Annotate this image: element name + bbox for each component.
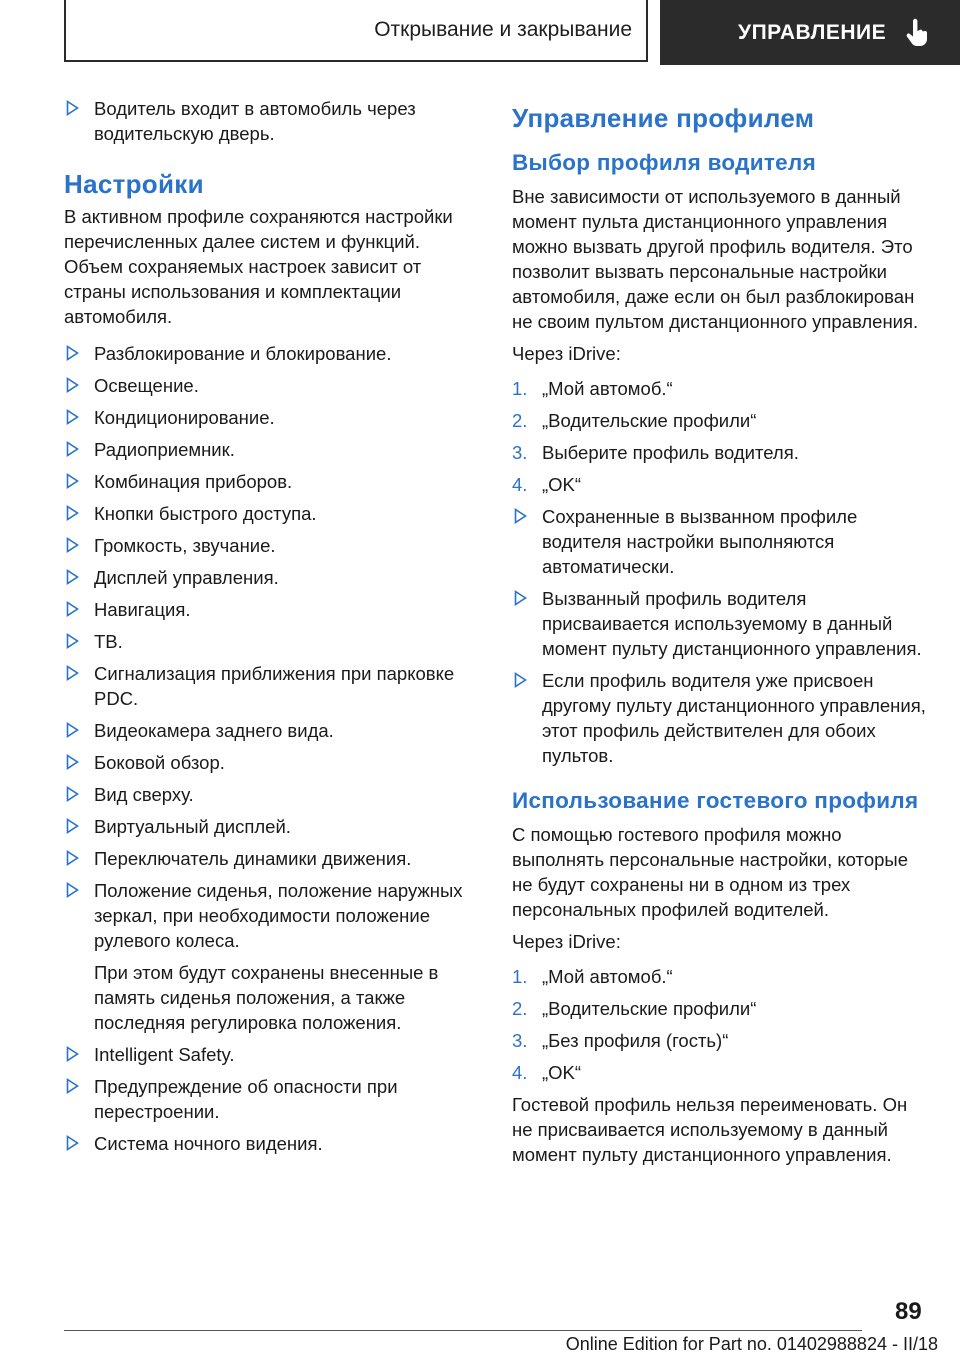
list-item [64, 437, 484, 462]
list-item-text: Intelligent Safety. [94, 1044, 235, 1065]
list-item-text: Комбинация приборов. [94, 471, 293, 492]
list-item-text: Предупреждение об опасности при перестроении. [94, 1076, 398, 1122]
list-item [64, 405, 484, 430]
step-item [512, 1060, 930, 1085]
step-number: 2. [512, 998, 528, 1019]
list-item [64, 846, 484, 871]
triangle-bullet-icon [66, 1078, 79, 1094]
steps-list [512, 376, 930, 497]
triangle-bullet-icon [66, 722, 79, 738]
driver-profile-heading: Выбор профиля водителя [512, 150, 817, 175]
list-item-text: Радиоприемник. [94, 439, 235, 460]
list-item [64, 878, 484, 953]
step-item [512, 472, 930, 497]
list-item-text: Переключатель динамики движения. [94, 848, 412, 869]
triangle-bullet-icon [66, 818, 79, 834]
list-item [64, 373, 484, 398]
footer-divider [64, 1330, 862, 1331]
list-item-text: ТВ. [94, 631, 123, 652]
settings-list-2 [64, 1042, 484, 1156]
page-number: 89 [895, 1298, 922, 1325]
list-item-text: Разблокирование и блокирование. [94, 343, 392, 364]
list-item-text: Положение сиденья, положение наружных зеркал, при необходимости положение рулевого колеса. [94, 880, 463, 951]
list-item-text: Водитель входит в автомобиль через водительскую дверь. [94, 98, 416, 144]
triangle-bullet-icon [514, 590, 527, 606]
triangle-bullet-icon [66, 601, 79, 617]
left-column [64, 96, 484, 1163]
list-item [64, 814, 484, 839]
triangle-bullet-icon [66, 377, 79, 393]
triangle-bullet-icon [66, 1135, 79, 1151]
step-text: „OK“ [542, 474, 582, 495]
triangle-bullet-icon [66, 409, 79, 425]
triangle-bullet-icon [514, 672, 527, 688]
list-item [64, 750, 484, 775]
list-item-text: Сохраненные в вызванном профиле водителя настройки выполняются автоматически. [542, 506, 858, 577]
list-item-text: Дисплей управления. [94, 567, 279, 588]
list-item-text: Кондиционирование. [94, 407, 275, 428]
list-item [64, 629, 484, 654]
triangle-bullet-icon [66, 754, 79, 770]
step-text: „Водительские профили“ [542, 410, 757, 431]
list-item [64, 718, 484, 743]
list-item-text: Освещение. [94, 375, 199, 396]
header-section-title: Открывание и закрывание [374, 18, 632, 41]
triangle-bullet-icon [66, 537, 79, 553]
triangle-bullet-icon [66, 786, 79, 802]
guest-profile-heading: Использование гостевого профиля [512, 788, 919, 813]
triangle-bullet-icon [66, 882, 79, 898]
list-item-text: Навигация. [94, 599, 191, 620]
step-item [512, 408, 930, 433]
guest-steps-list [512, 964, 930, 1085]
step-number: 1. [512, 378, 528, 399]
step-number: 4. [512, 1062, 528, 1083]
step-item [512, 996, 930, 1021]
list-item [64, 501, 484, 526]
list-item-text: Вид сверху. [94, 784, 194, 805]
profile-management-title: Управление профилем [512, 103, 815, 133]
header-chapter-title: УПРАВЛЕНИЕ [738, 20, 887, 44]
step-number: 4. [512, 474, 528, 495]
via-idrive-label-2: Через iDrive: [512, 931, 621, 952]
step-text: Выберите профиль водителя. [542, 442, 799, 463]
header-chapter-tab [660, 0, 960, 65]
step-text: „OK“ [542, 1062, 582, 1083]
settings-list [64, 341, 484, 953]
header-section-box [64, 0, 648, 62]
list-item [512, 668, 930, 768]
list-item [64, 1131, 484, 1156]
triangle-bullet-icon [66, 505, 79, 521]
step-text: „Мой автомоб.“ [542, 966, 673, 987]
list-item [64, 533, 484, 558]
settings-heading: Настройки [64, 169, 204, 199]
triangle-bullet-icon [66, 441, 79, 457]
touch-hand-icon [904, 18, 930, 48]
list-item [64, 565, 484, 590]
list-item [64, 341, 484, 366]
step-item [512, 964, 930, 989]
step-number: 3. [512, 1030, 528, 1051]
list-item [64, 597, 484, 622]
seat-note: При этом будут сохранены внесенные в память сиденья положения, а также последняя регулировка положения. [94, 962, 439, 1033]
step-number: 1. [512, 966, 528, 987]
list-item [64, 782, 484, 807]
list-item [64, 469, 484, 494]
via-idrive-label: Через iDrive: [512, 343, 621, 364]
triangle-bullet-icon [514, 508, 527, 524]
triangle-bullet-icon [66, 1046, 79, 1062]
step-text: „Без профиля (гость)“ [542, 1030, 729, 1051]
triangle-bullet-icon [66, 569, 79, 585]
triangle-bullet-icon [66, 100, 79, 116]
footer-edition: Online Edition for Part no. 01402988824 - II/18 [565, 1334, 938, 1354]
guest-profile-paragraph: С помощью гостевого профиля можно выполнять персональные настройки, которые не будут сохранены ни в одном из трех персональных профилей водителей. [512, 824, 908, 920]
right-column [512, 96, 930, 1174]
list-item-text: Громкость, звучание. [94, 535, 276, 556]
step-number: 2. [512, 410, 528, 431]
list-item [512, 586, 930, 661]
notes-list [512, 504, 930, 768]
step-item [512, 1028, 930, 1053]
list-item-text: Видеокамера заднего вида. [94, 720, 334, 741]
triangle-bullet-icon [66, 850, 79, 866]
list-item-text: Вызванный профиль водителя присваивается используемому в данный момент пульту дистанционного управления. [542, 588, 922, 659]
list-item-text: Боковой обзор. [94, 752, 225, 773]
list-item [64, 1042, 484, 1067]
list-item [64, 661, 484, 711]
triangle-bullet-icon [66, 345, 79, 361]
list-item-text: Если профиль водителя уже присвоен другому пульту дистанционного управления, этот профиль действителен для обоих пультов. [542, 670, 926, 766]
settings-paragraph: В активном профиле сохраняются настройки перечисленных далее систем и функций. Объем сохраняемых настроек зависит от страны использования и комплектации автомобиля. [64, 206, 453, 327]
list-item-text: Сигнализация приближения при парковке PDC. [94, 663, 455, 709]
list-item-text: Виртуальный дисплей. [94, 816, 291, 837]
triangle-bullet-icon [66, 473, 79, 489]
list-item-text: Кнопки быстрого доступа. [94, 503, 317, 524]
list-item [64, 96, 484, 146]
list-item [64, 1074, 484, 1124]
step-item [512, 376, 930, 401]
triangle-bullet-icon [66, 665, 79, 681]
step-text: „Водительские профили“ [542, 998, 757, 1019]
list-item-text: Система ночного видения. [94, 1133, 323, 1154]
guest-note: Гостевой профиль нельзя переименовать. Он не присваивается используемому в данный момент пульту дистанционного управления. [512, 1094, 908, 1165]
step-item [512, 440, 930, 465]
list-item [512, 504, 930, 579]
triangle-bullet-icon [66, 633, 79, 649]
step-number: 3. [512, 442, 528, 463]
driver-profile-paragraph: Вне зависимости от используемого в данный момент пульта дистанционного управления можно вызвать другой профиль водителя. Это позволит вызвать персональные настройки автомобиля, даже если он был разблокирован не своим пультом дистанционного управления. [512, 186, 919, 332]
step-text: „Мой автомоб.“ [542, 378, 673, 399]
